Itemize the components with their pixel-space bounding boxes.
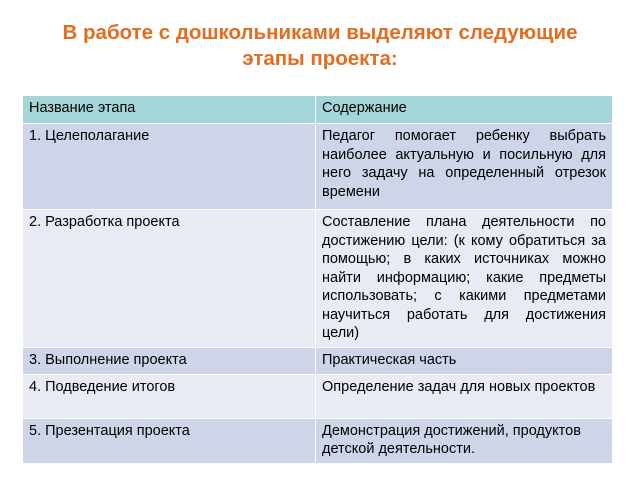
header-content: Содержание [316, 96, 613, 124]
stage-name-cell: 2. Разработка проекта [23, 210, 316, 348]
slide-title [20, 20, 620, 72]
slide-title-line-1: В работе с дошкольниками выделяют следующие [62, 21, 578, 44]
slide-title-line-2: этапы проекта: [242, 47, 398, 70]
table-row [23, 418, 613, 463]
table-row [23, 210, 613, 348]
stage-content-cell: Определение задач для новых проектов [316, 374, 613, 418]
project-stages-table [22, 95, 613, 464]
stage-name-cell: 5. Презентация проекта [23, 418, 316, 463]
header-stage-name: Название этапа [23, 96, 316, 124]
table-row [23, 374, 613, 418]
stage-content-cell: Демонстрация достижений, продуктов детской деятельности. [316, 418, 613, 463]
table-row [23, 348, 613, 375]
stage-content-cell: Практическая часть [316, 348, 613, 375]
stage-name-cell: 1. Целеполагание [23, 124, 316, 210]
stage-name-cell: 4. Подведение итогов [23, 374, 316, 418]
stage-content-cell: Составление плана деятельности по достижению цели: (к кому обратиться за помощью; в каких источниках можно найти информацию; какие предметы использовать; с какими предметами научиться работать для достижения цели) [316, 210, 613, 348]
table-header-row [23, 96, 613, 124]
stage-name-cell: 3. Выполнение проекта [23, 348, 316, 375]
stage-content-cell: Педагог помогает ребенку выбрать наиболее актуальную и посильную для него задачу на определенный отрезок времени [316, 124, 613, 210]
table-row [23, 124, 613, 210]
